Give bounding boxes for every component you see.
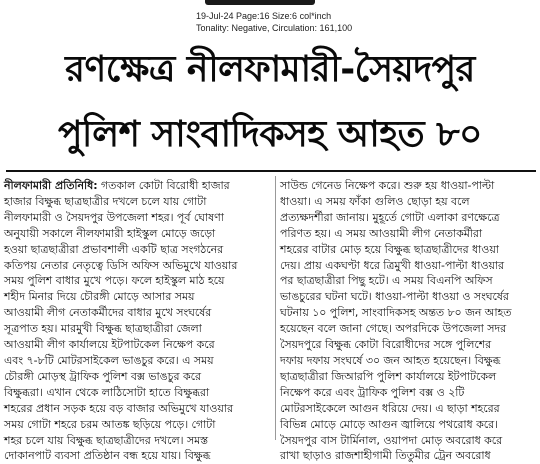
article-line: ধাওয়া। এ সময় ফাঁকা গুলিও ছোড়া হয় বলে — [280, 194, 470, 208]
masthead-fragment — [205, 0, 315, 5]
article-line: সাউন্ড গেনেড নিক্ষেপ করে। শুরু হয় ধাওয়া-পাল্টা — [280, 179, 495, 192]
article-line: শহরের বাটার মোড় হয়ে বিক্ষুব্ধ ছাত্রছাত্রীদের ধাওয়া — [280, 242, 499, 256]
article-line: সময় গোটা শহরে চরম আতঙ্ক ছড়িয়ে পড়ে। গোটা — [4, 417, 216, 431]
article-line: পরিণত হয়। এ সময় আওয়ামী লীগ নেতাকর্মীরা — [280, 226, 483, 240]
article-line: হাজার বিক্ষুব্ধ ছাত্রছাত্রীর দখলে চলে যায় গোটা — [4, 194, 207, 208]
article-line: চৌরঙ্গী মোড়স্থ ট্রাফিক পুলিশ বক্স ভাঙচুর করে — [4, 369, 201, 383]
headline-line-2: পুলিশ সাংবাদিকসহ আহত ৮০ — [58, 114, 482, 155]
byline: নীলফামারী প্রতিনিধি: — [4, 179, 98, 192]
article-column-1 — [4, 178, 270, 463]
article-lead-text: গতকাল কোটা বিরোধী হাজার — [101, 179, 230, 192]
article-line: দেয়। প্রায় একঘণ্টা ধরে ত্রিমুখী ধাওয়া-পাল্টা ধাওয়ার — [280, 258, 505, 272]
article-line: হয়েছেন বলে জানা গেছে। অপরদিকে উপজেলা সদর — [280, 322, 507, 336]
column-divider — [275, 176, 276, 440]
article-line: সৈয়দপুর বাস টার্মিনাল, ওয়াপদা মোড় অবরোধ করে — [280, 433, 503, 447]
article-line: পর ছাত্রছাত্রীরা পিছু হটে। এ সময় বিএনপি অফিস — [280, 274, 493, 288]
article-line: মোটরসাইকেলে আগুন ধরিয়ে দেয়। এ ছাড়া শহরের — [280, 401, 500, 415]
article-line: সৈয়দপুরে বিক্ষুব্ধ কোটা বিরোধীদের সঙ্গে পুলিশের — [280, 338, 492, 352]
article-line: বিক্ষুব্ধরা। এখান থেকে লাঠিসোটা হাতে বিক্ষুব্ধরা — [4, 385, 210, 399]
clipping-tonality-info: Tonality: Negative, Circulation: 161,100 — [196, 23, 353, 33]
article-line: শহীদ মিনার দিয়ে চৌরঙ্গী মোড়ে আসার সময় — [4, 290, 195, 304]
article-line: শহর চলে যায় বিক্ষুব্ধ ছাত্রছাত্রীদের দখলে। সমস্ত — [4, 433, 209, 447]
article-line: শহরের প্রধান সড়ক হয়ে বড় বাজার অভিমুখে যাওয়ার — [4, 401, 233, 415]
article-line: নিক্ষেপ করে এবং ট্রাফিক পুলিশ বক্স ও ২টি — [280, 385, 465, 399]
article-line: অনুযায়ী সকালে নীলফামারী হাইস্কুল মোড়ে জড়ো — [4, 226, 216, 240]
article-line: আওয়ামী লীগ কার্যালয়ে ইটপাটকেল নিক্ষেপ করে — [4, 338, 215, 352]
article-line: এবং ৭-৮টি মোটরসাইকেল ভাঙচুর করে। এ সময় — [4, 353, 214, 367]
article-line: সময় পুলিশ বাধার মুখে পড়ে। ফলে হাইস্কুল মাঠ হয়ে — [4, 274, 225, 288]
article-line: ছাত্রছাত্রীরা জিআরপি পুলিশ কার্যালয়ে ইটপাটকেল — [280, 369, 497, 383]
article-column-2 — [280, 178, 538, 463]
clipping-date-info: 19-Jul-24 Page:16 Size:6 col*inch — [196, 11, 332, 21]
article-line: সূত্রপাত হয়। মারমুখী বিক্ষুব্ধ ছাত্রছাত্রীরা জেলা — [4, 322, 202, 336]
article-line: নীলফামারী ও সৈয়দপুর উপজেলা শহর। পূর্ব ঘোষণা — [4, 210, 224, 224]
headline-rule — [6, 170, 536, 172]
article-line: আওয়ামী লীগ নেতাকর্মীদের বাধার মুখে সংঘর্ষের — [4, 306, 212, 320]
article-first-line — [4, 178, 270, 194]
article-line: হওয়া ছাত্রছাত্রীরা প্রভাবশালী একটি ছাত্র সংগঠনের — [4, 242, 224, 256]
article-line: প্রত্যক্ষদর্শীরা জানায়। মুহূর্তে গোটা এলাকা রণক্ষেত্রে — [280, 210, 500, 224]
article-line: দফায় দফায় সংঘর্ষে ৩০ জন আহত হয়েছেন। বিক্ষুব্ধ — [280, 353, 501, 367]
headline-line-1: রণক্ষেত্র নীলফামারী-সৈয়দপুর — [65, 49, 475, 90]
article-line: ভাঙচুরের ঘটনা ঘটে। ধাওয়া-পাল্টা ধাওয়া ও সংঘর্ষের — [280, 290, 509, 304]
article-line: বিভিন্ন মোড়ে মোড়ে আগুন জ্বালিয়ে পথরোধ করে। — [280, 417, 498, 431]
article-line: ঘটনায় ১০ পুলিশ, সাংবাদিকসহ অন্তত ৮০ জন আহত — [280, 306, 512, 320]
article-line: রাখা ছাড়াও রাজশাহীগামী তিতুমীর ট্রেন অবরোধ — [280, 449, 491, 463]
article-line: দোকানপাট ব্যবসা প্রতিষ্ঠান বন্ধ হয়ে যায়। বিক্ষুব্ধ — [4, 449, 211, 463]
clipping-metadata — [196, 10, 352, 34]
article-line: কতিপয় নেতার নেতৃত্বে ডিসি অফিস অভিমুখে যাওয়ার — [4, 258, 238, 272]
